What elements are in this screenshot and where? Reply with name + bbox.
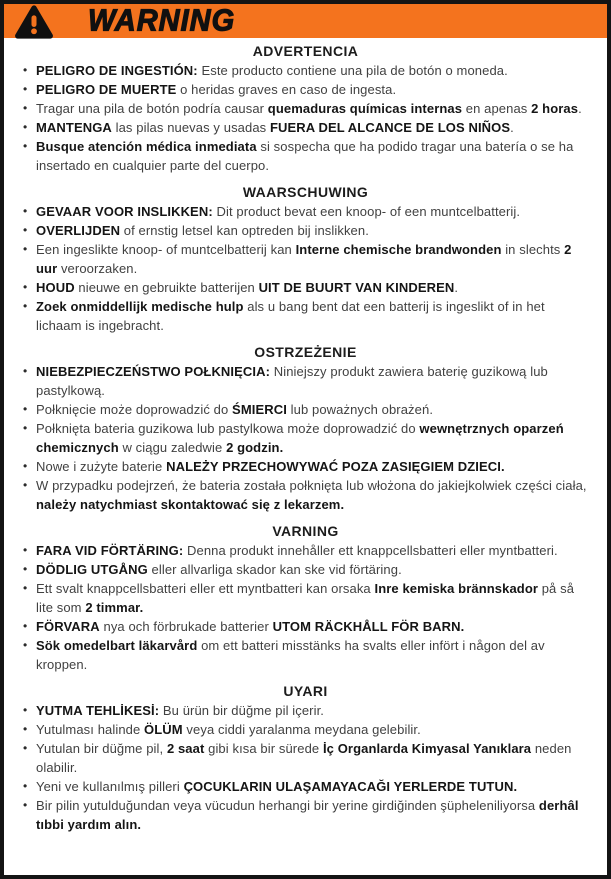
banner-title: WARNING (88, 3, 236, 38)
warning-item: • OVERLIJDEN of ernstig letsel kan optreden bij inslikken. (20, 221, 591, 240)
section-heading: ADVERTENCIA (252, 43, 359, 59)
warning-item: • Połknięcie może doprowadzić do ŚMIERCI lub poważnych obrażeń. (20, 400, 591, 419)
warning-item: • FARA VID FÖRTÄRING: Denna produkt innehåller ett knappcellsbatteri eller myntbatteri. (20, 541, 591, 560)
section-heading: UYARI (283, 683, 328, 699)
warning-section (20, 683, 591, 834)
warning-item: • Yutulması halinde ÖLÜM veya ciddi yaralanma meydana gelebilir. (20, 720, 591, 739)
warning-item: • Sök omedelbart läkarvård om ett batteri misstänks ha svalts eller infört i någon del av kroppen. (20, 636, 591, 674)
warning-item: • DÖDLIG UTGÅNG eller allvarliga skador kan ske vid förtäring. (20, 560, 591, 579)
warning-item: • Zoek onmiddellijk medische hulp als u bang bent dat een batterij is ingeslikt of in het lichaam is ingebracht. (20, 297, 591, 335)
warning-section (20, 523, 591, 674)
warning-section (20, 344, 591, 514)
section-list (20, 362, 591, 514)
warning-item: • Busque atención médica inmediata si sospecha que ha podido tragar una batería o se ha insertado en cualquier parte del cuerpo. (20, 137, 591, 175)
section-list (20, 701, 591, 834)
warning-item: • GEVAAR VOOR INSLIKKEN: Dit product bevat een knoop- of een muntcelbatterij. (20, 202, 591, 221)
section-list (20, 61, 591, 175)
warning-item: • Nowe i zużyte baterie NALEŻY PRZECHOWYWAĆ POZA ZASIĘGIEM DZIECI. (20, 457, 591, 476)
warning-item: • Yeni ve kullanılmış pilleri ÇOCUKLARIN ULAŞAMAYACAĞI YERLERDE TUTUN. (20, 777, 591, 796)
warning-banner (4, 4, 607, 38)
warning-item: • NIEBEZPIECZEŃSTWO POŁKNIĘCIA: Niniejszy produkt zawiera baterię guzikową lub pastylkową. (20, 362, 591, 400)
warning-triangle-icon (14, 5, 54, 39)
sections (4, 38, 607, 834)
section-list (20, 202, 591, 335)
warning-item: • PELIGRO DE INGESTIÓN: Este producto contiene una pila de botón o moneda. (20, 61, 591, 80)
warning-section (20, 184, 591, 335)
warning-item: • W przypadku podejrzeń, że bateria została połknięta lub włożona do jakiejkolwiek części ciała, należy natychmiast skontaktować się z lekarzem. (20, 476, 591, 514)
warning-item: • Tragar una pila de botón podría causar quemaduras químicas internas en apenas 2 horas. (20, 99, 591, 118)
warning-item: • PELIGRO DE MUERTE o heridas graves en caso de ingesta. (20, 80, 591, 99)
warning-item: • YUTMA TEHLİKESİ: Bu ürün bir düğme pil içerir. (20, 701, 591, 720)
section-list (20, 541, 591, 674)
warning-item: • Een ingeslikte knoop- of muntcelbatterij kan Interne chemische brandwonden in slechts 2 uur veroorzaken. (20, 240, 591, 278)
warning-item: • HOUD nieuwe en gebruikte batterijen UIT DE BUURT VAN KINDEREN. (20, 278, 591, 297)
warning-item: • Yutulan bir düğme pil, 2 saat gibi kısa bir sürede İç Organlarda Kimyasal Yanıklara neden olabilir. (20, 739, 591, 777)
warning-item: • Ett svalt knappcellsbatteri eller ett myntbatteri kan orsaka Inre kemiska brännskador på så lite som 2 timmar. (20, 579, 591, 617)
section-heading: VARNING (272, 523, 339, 539)
warning-section (20, 43, 591, 175)
warning-item: • FÖRVARA nya och förbrukade batterier UTOM RÄCKHÅLL FÖR BARN. (20, 617, 591, 636)
warning-item: • Bir pilin yutulduğundan veya vücudun herhangi bir yerine girdiğinden şüpheleniliyorsa derhâl tıbbi yardım alın. (20, 796, 591, 834)
warning-item: • MANTENGA las pilas nuevas y usadas FUERA DEL ALCANCE DE LOS NIÑOS. (20, 118, 591, 137)
section-heading: OSTRZEŻENIE (254, 344, 357, 360)
warning-item: • Połknięta bateria guzikowa lub pastylkowa może doprowadzić do wewnętrznych oparzeń chemicznych w ciągu zaledwie 2 godzin. (20, 419, 591, 457)
section-heading: WAARSCHUWING (242, 184, 369, 200)
